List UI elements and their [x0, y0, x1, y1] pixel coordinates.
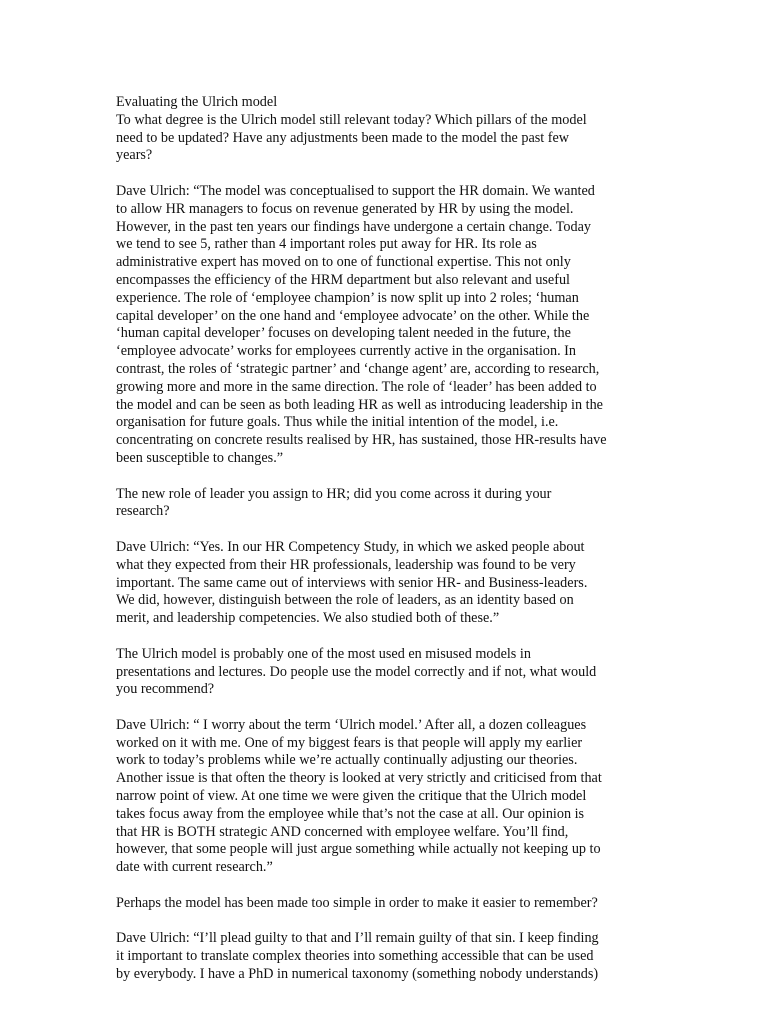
text-line: To what degree is the Ulrich model still relevant today? Which pillars of the model: [116, 111, 587, 128]
text-line: merit, and leadership competencies. We also studied both of these.”: [116, 610, 500, 627]
paragraph: [116, 717, 656, 877]
paragraph: [116, 930, 656, 983]
document-body: [116, 112, 656, 984]
text-line: presentations and lectures. Do people use the model correctly and if not, what would: [116, 663, 597, 680]
text-line: growing more and more in the same direction. The role of ‘leader’ has been added to: [116, 378, 597, 395]
text-line: research?: [116, 503, 170, 520]
text-line: date with current research.”: [116, 859, 273, 876]
text-line: contrast, the roles of ‘strategic partner’ and ‘change agent’ are, according to research,: [116, 360, 600, 377]
text-line: Dave Ulrich: “The model was conceptualised to support the HR domain. We wanted: [116, 182, 595, 199]
paragraph: [116, 486, 656, 522]
text-line: been susceptible to changes.”: [116, 449, 284, 466]
text-line: administrative expert has moved on to one of functional expertise. This not only: [116, 254, 571, 271]
text-line: encompasses the efficiency of the HRM department but also relevant and useful: [116, 271, 570, 288]
text-line: However, in the past ten years our findings have undergone a certain change. Today: [116, 218, 592, 235]
text-line: need to be updated? Have any adjustments been made to the model the past few: [116, 129, 570, 146]
document-title: Evaluating the Ulrich model: [116, 94, 278, 110]
text-line: We did, however, distinguish between the role of leaders, as an identity based on: [116, 592, 574, 609]
text-line: capital developer’ on the one hand and ‘employee advocate’ on the other. While the: [116, 307, 590, 324]
text-line: however, that some people will just argue something while actually not keeping up to: [116, 841, 601, 858]
text-line: to allow HR managers to focus on revenue generated by HR by using the model.: [116, 200, 574, 217]
text-line: it important to translate complex theories into something accessible that can be used: [116, 948, 594, 965]
text-line: Perhaps the model has been made too simple in order to make it easier to remember?: [116, 894, 598, 911]
text-line: Another issue is that often the theory is looked at very strictly and criticised from that: [116, 770, 602, 787]
text-line: worked on it with me. One of my biggest fears is that people will apply my earlier: [116, 734, 583, 751]
text-line: what they expected from their HR professionals, leadership was found to be very: [116, 556, 576, 573]
text-line: takes focus away from the employee while that’s not the case at all. Our opinion is: [116, 805, 585, 822]
paragraph: [116, 112, 656, 165]
text-line: narrow point of view. At one time we were given the critique that the Ulrich model: [116, 788, 587, 805]
text-line: that HR is BOTH strategic AND concerned with employee welfare. You’ll find,: [116, 823, 569, 840]
text-line: The Ulrich model is probably one of the most used en misused models in: [116, 645, 531, 662]
text-line: we tend to see 5, rather than 4 important roles put away for HR. Its role as: [116, 236, 537, 253]
text-line: you recommend?: [116, 681, 215, 698]
text-line: by everybody. I have a PhD in numerical taxonomy (something nobody understands): [116, 966, 599, 983]
text-line: important. The same came out of interviews with senior HR- and Business-leaders.: [116, 574, 588, 591]
text-line: The new role of leader you assign to HR; did you come across it during your: [116, 485, 552, 502]
paragraph: [116, 539, 656, 628]
text-line: work to today’s problems while we’re actually continually adjusting our theories.: [116, 752, 578, 769]
text-line: years?: [116, 147, 153, 164]
text-line: Dave Ulrich: “I’ll plead guilty to that and I’ll remain guilty of that sin. I keep finding: [116, 930, 599, 947]
text-line: ‘employee advocate’ works for employees currently active in the organisation. In: [116, 343, 577, 360]
paragraph: [116, 183, 656, 468]
paragraph: [116, 895, 656, 913]
document-page: [116, 94, 656, 1002]
text-line: ‘human capital developer’ focuses on developing talent needed in the future, the: [116, 325, 571, 342]
text-line: concentrating on concrete results realised by HR, has sustained, those HR-results have: [116, 432, 607, 449]
text-line: organisation for future goals. Thus while the initial intention of the model, i.e.: [116, 414, 559, 431]
text-line: Dave Ulrich: “Yes. In our HR Competency Study, in which we asked people about: [116, 538, 585, 555]
text-line: experience. The role of ‘employee champion’ is now split up into 2 roles; ‘human: [116, 289, 579, 306]
paragraph: [116, 646, 656, 699]
text-line: Dave Ulrich: “ I worry about the term ‘Ulrich model.’ After all, a dozen colleagues: [116, 716, 587, 733]
text-line: the model and can be seen as both leading HR as well as introducing leadership in the: [116, 396, 603, 413]
